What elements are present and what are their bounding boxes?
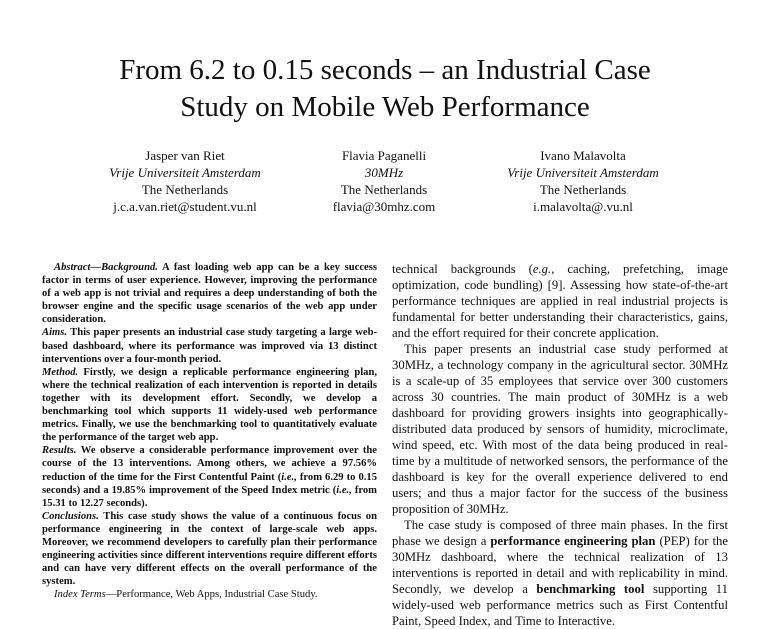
body-text: caching, prefetching, image optimization, code bundling) [9]. Assessing how state-of-the-art performance techniques are applied in real industrial projects is fundamental for better understanding their characteristics, gains, and the effort required for their concrete application. <box>392 262 728 340</box>
abstract-method <box>42 366 377 445</box>
index-terms-text: —Performance, Web Apps, Industrial Case Study. <box>105 589 318 601</box>
body-bold-term: benchmarking tool <box>536 582 645 596</box>
aims-heading: Aims. <box>42 327 68 339</box>
body-text: The case study is composed of three main phases. In the first phase we design a <box>392 518 728 548</box>
author-email: j.c.a.van.riet@student.vu.nl <box>113 199 257 214</box>
body-bold-term: performance engineering plan <box>490 534 656 548</box>
abstract-conclusions <box>42 510 377 589</box>
author-country: The Netherlands <box>539 182 627 197</box>
title-line-1: From 6.2 to 0.15 seconds – an Industrial Case <box>119 54 651 86</box>
abstract-results <box>42 444 377 509</box>
abstract-background <box>42 261 377 326</box>
method-text: Firstly, we design a replicable performance engineering plan, where the technical realization of each intervention is reported in details together with its development effort. Secondly, we develop a benchmarking tool which supports 11 widely-used web performance metrics. Finally, we use the benchmarking tool to quantitatively evaluate the performance of the target web app. <box>42 366 377 444</box>
abstract-aims <box>42 326 377 365</box>
author-affiliation: 30MHz <box>364 165 404 180</box>
author-affiliation: Vrije Universiteit Amsterdam <box>507 165 659 180</box>
body-column <box>392 261 728 629</box>
body-eg: e.g., <box>532 262 555 276</box>
body-paragraph-1 <box>392 261 728 341</box>
results-text: from 15.31 to 12.27 seconds). <box>42 484 377 509</box>
author-country: The Netherlands <box>340 182 428 197</box>
author-block <box>0 147 770 217</box>
index-terms <box>42 588 377 601</box>
background-heading: Background. <box>101 262 158 273</box>
results-text: from 6.29 to 0.15 seconds) and a 19.85% improvement of the Speed Index metric ( <box>42 471 377 496</box>
author-name: Ivano Malavolta <box>540 148 626 163</box>
abstract-column <box>42 261 377 601</box>
results-ie: i.e., <box>336 484 352 496</box>
title-line-2: Study on Mobile Web Performance <box>180 91 590 123</box>
author-affiliation: Vrije Universiteit Amsterdam <box>109 165 261 180</box>
author-country: The Netherlands <box>141 182 229 197</box>
results-text: We observe a considerable performance improvement over the course of the 13 interventions. Among others, we achieve a 97.56% reduction of the time for the First Contentful Paint ( <box>42 445 377 483</box>
body-text: supporting 11 widely-used web performance metrics such as First Contentful Paint, Speed Index, and Time to Interactive. <box>392 582 728 628</box>
method-heading: Method. <box>42 366 79 378</box>
aims-text: This paper presents an industrial case study targeting a large web-based dashboard, where its performance was improved via 13 distinct interventions over a four-month period. <box>42 327 377 365</box>
results-heading: Results. <box>42 445 77 457</box>
results-ie: i.e., <box>281 471 297 483</box>
body-text: technical backgrounds ( <box>392 262 533 276</box>
body-text: (PEP) for the 30MHz dashboard, where the technical realization of 13 interventions is reported in detail and with replicability in mind. Secondly, we develop a <box>392 534 728 596</box>
index-terms-heading: Index Terms <box>54 589 106 601</box>
body-paragraph-3 <box>392 517 728 629</box>
abstract-label: Abstract— <box>54 262 102 273</box>
author-email: flavia@30mhz.com <box>332 199 436 214</box>
paper-title <box>0 52 770 126</box>
author-3 <box>468 147 698 215</box>
background-text: A fast loading web app can be a key success factor in terms of user experience. However, improving the performance of a web app is not trivial and requires a deep understanding of both the browser engine and the specific usage scenarios of the web app under consideration. <box>42 262 377 326</box>
author-name: Flavia Paganelli <box>341 148 427 163</box>
author-email: i.malavolta@.vu.nl <box>533 199 633 214</box>
conclusions-text: This case study shows the value of a continuous focus on performance engineering in the context of large-scale web apps. Moreover, we recommend developers to carefully plan their performance engineering activities since different interventions require different efforts and can have very different effects on the overall performance of the system. <box>42 510 377 588</box>
conclusions-heading: Conclusions. <box>42 510 99 522</box>
author-2 <box>269 147 499 215</box>
author-name: Jasper van Riet <box>145 148 225 163</box>
author-1 <box>70 147 300 215</box>
body-paragraph-2: This paper presents an industrial case study performed at 30MHz, a technology company in the agricultural sector. 30MHz is a scale-up of 35 employees that service over 300 customers across 30 countries. The main product of 30MHz is a web dashboard for providing growers insights into geographically-distributed data produced by sensors of humidity, microclimate, wind speed, etc. With most of the data being produced in real-time by a multitude of networked sensors, the performance of the dashboard is key for the overall experience delivered to end users; and thus a major factor for the success of the business proposition of 30MHz. <box>392 342 728 516</box>
